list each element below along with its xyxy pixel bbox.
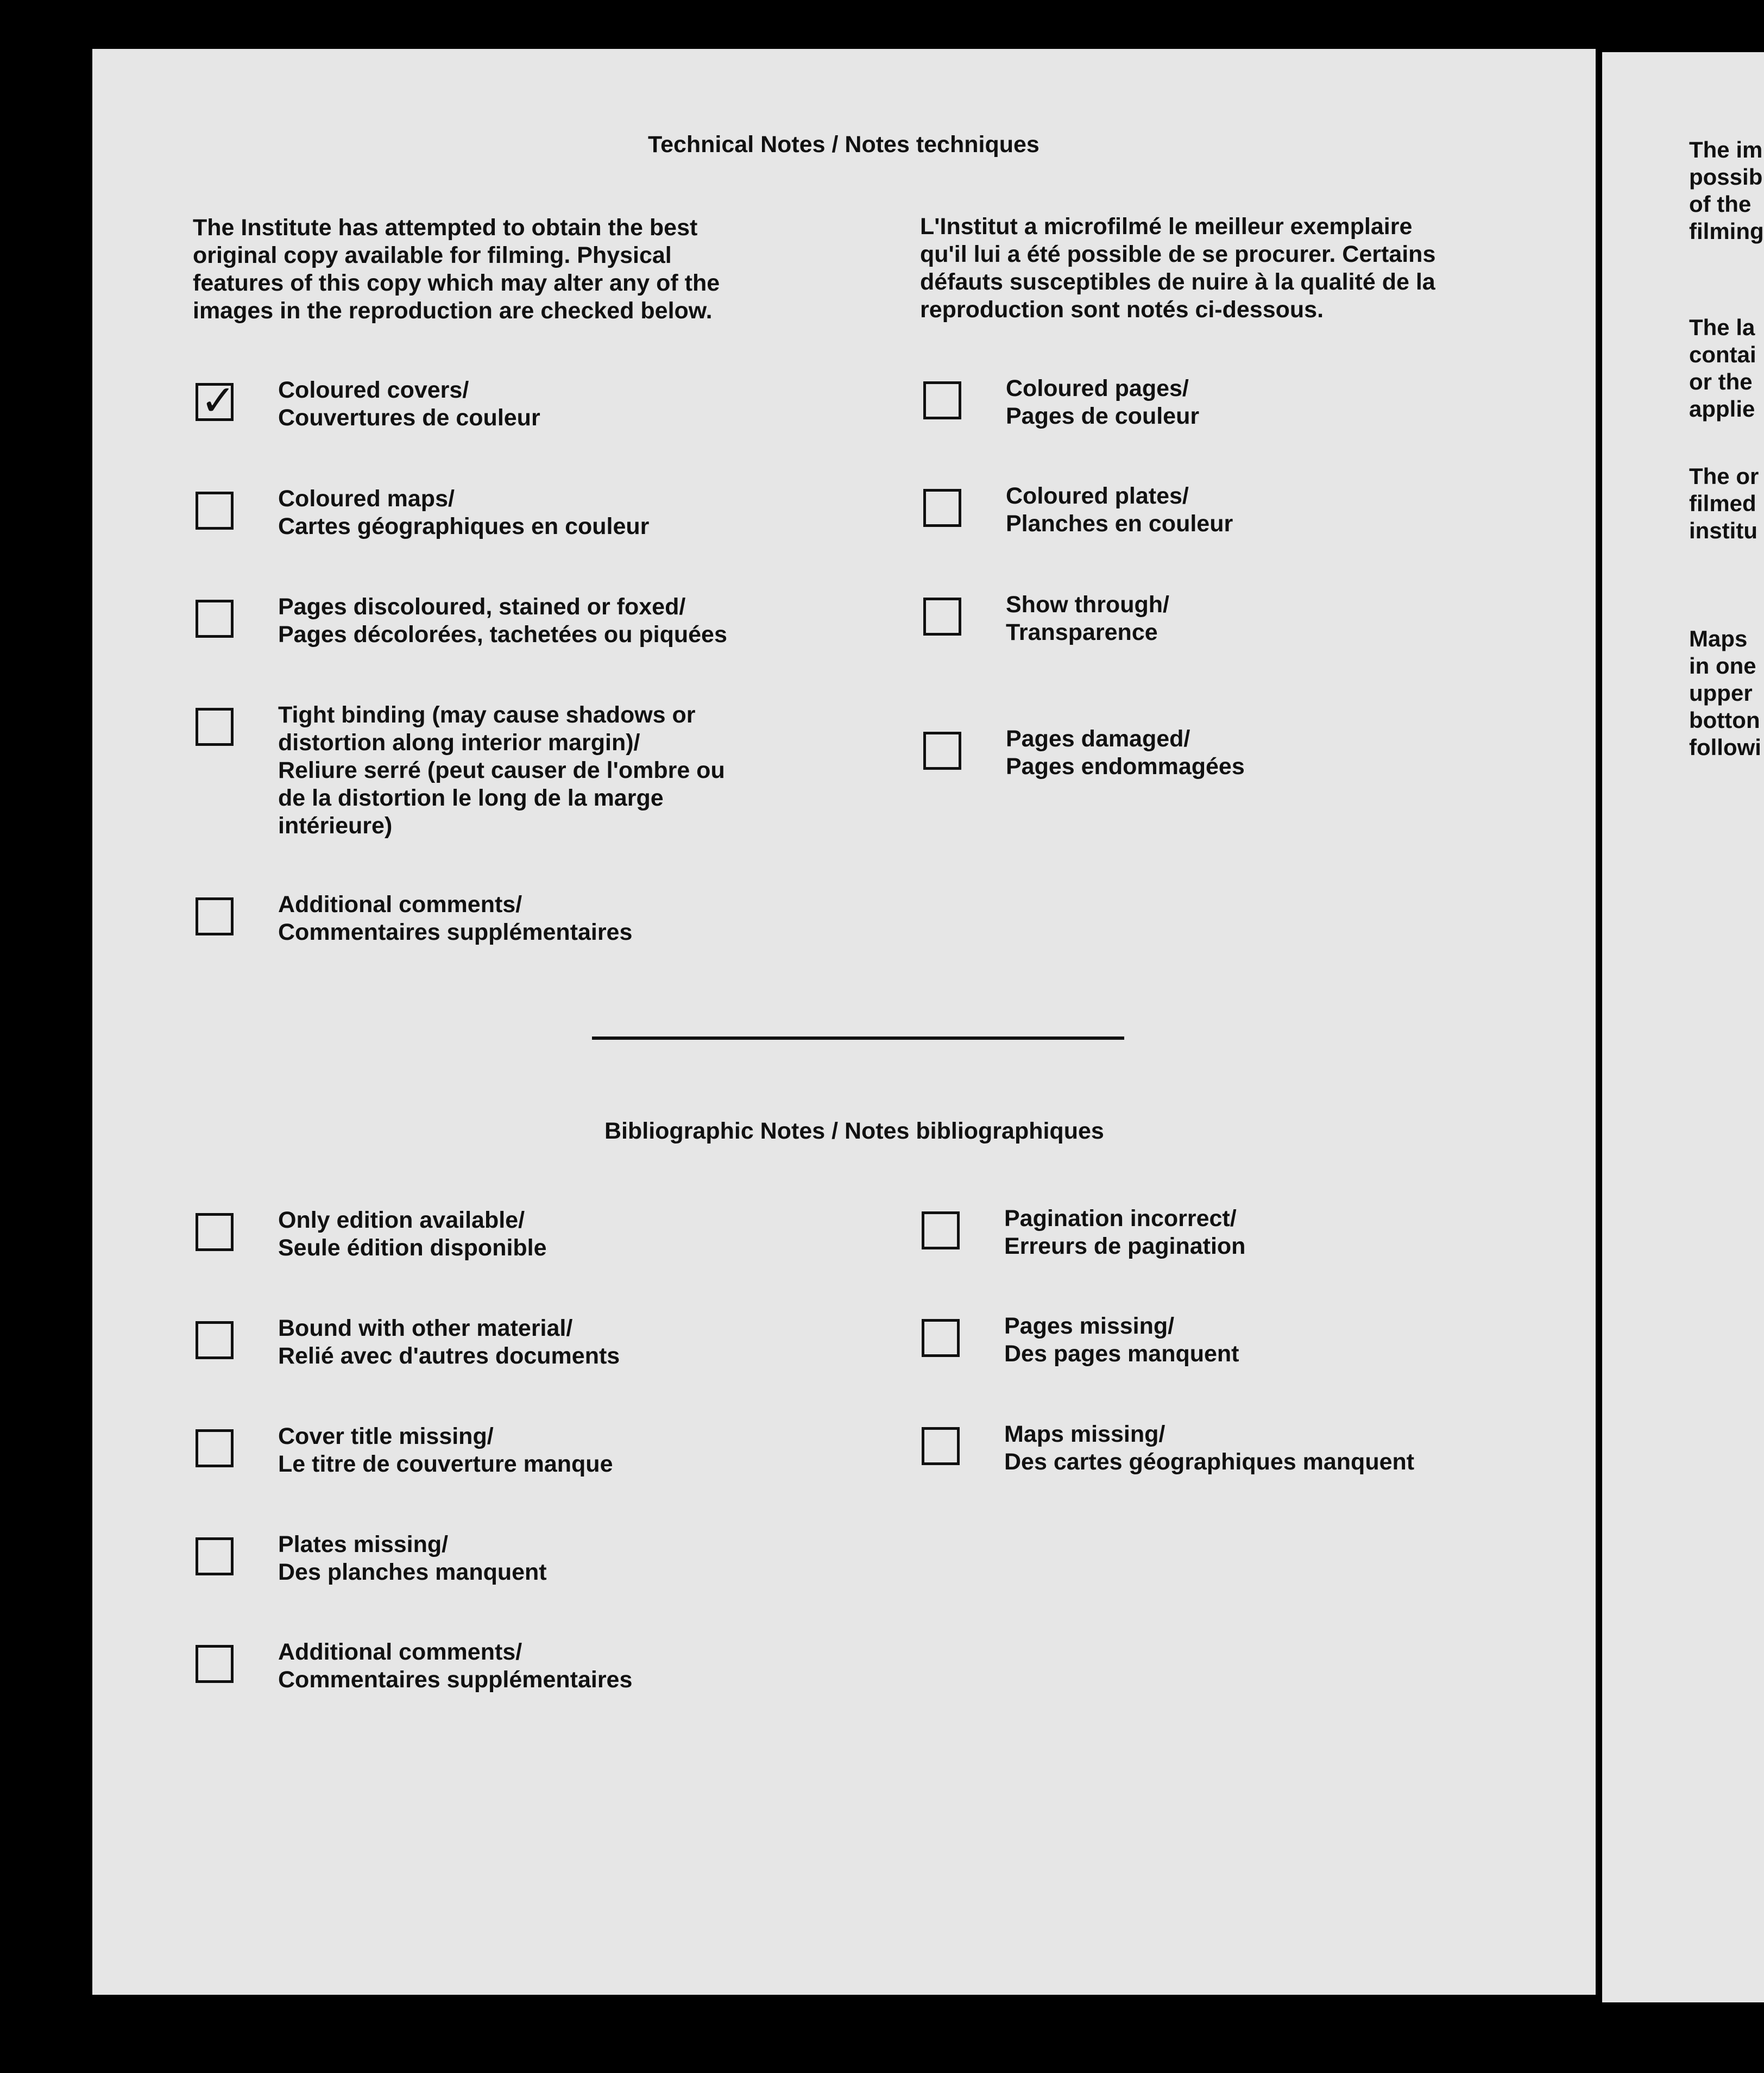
adjacent-paragraph: Maps in one upper botton followi bbox=[1689, 626, 1761, 760]
checkbox[interactable] bbox=[922, 1427, 960, 1465]
checkbox-label: Coloured covers/ Couvertures de couleur bbox=[278, 377, 540, 431]
bibliographic-notes-heading: Bibliographic Notes / Notes bibliographiques bbox=[604, 1118, 1104, 1144]
checkbox-label: Maps missing/ Des cartes géographiques manquent bbox=[1004, 1421, 1415, 1475]
checkmark-icon: ✓ bbox=[200, 376, 236, 424]
checkbox[interactable] bbox=[196, 1213, 234, 1251]
checkbox-label: Tight binding (may cause shadows or distortion along interior margin)/ Reliure serré (peut causer de l'ombre ou de la distortion le long de la marge intérieure) bbox=[278, 702, 725, 839]
section-divider bbox=[592, 1036, 1124, 1040]
checkbox-label: Pages discoloured, stained or foxed/ Pages décolorées, tachetées ou piquées bbox=[278, 594, 727, 648]
adjacent-paragraph: The im possib of the filming bbox=[1689, 137, 1764, 244]
checkbox[interactable] bbox=[196, 492, 234, 530]
checkbox-label: Only edition available/ Seule édition disponible bbox=[278, 1207, 547, 1261]
checkbox-label: Pages damaged/ Pages endommagées bbox=[1006, 726, 1245, 780]
checkbox[interactable] bbox=[923, 489, 961, 527]
intro-french: L'Institut a microfilmé le meilleur exemplaire qu'il lui a été possible de se procurer. Certains défauts susceptibles de nuire à la qualité de la reproduction sont notés ci-dessous. bbox=[920, 213, 1436, 323]
checkbox[interactable] bbox=[922, 1319, 960, 1357]
document-sheet bbox=[92, 49, 1596, 1995]
checkbox-label: Cover title missing/ Le titre de couverture manque bbox=[278, 1423, 613, 1477]
checkbox-label: Coloured maps/ Cartes géographiques en couleur bbox=[278, 486, 650, 539]
checkbox[interactable] bbox=[923, 732, 961, 770]
adjacent-paragraph: The la contai or the applie bbox=[1689, 315, 1756, 422]
checkbox-label: Pages missing/ Des pages manquent bbox=[1004, 1313, 1239, 1367]
checkbox[interactable] bbox=[922, 1211, 960, 1249]
checkbox-label: Pagination incorrect/ Erreurs de pagination bbox=[1004, 1205, 1246, 1259]
checkbox[interactable] bbox=[196, 376, 236, 424]
checkbox-label: Bound with other material/ Relié avec d'autres documents bbox=[278, 1315, 620, 1369]
checkbox[interactable] bbox=[923, 381, 961, 419]
adjacent-page bbox=[1602, 52, 1764, 2002]
checkbox-label: Additional comments/ Commentaires supplémentaires bbox=[278, 1639, 633, 1693]
checkbox[interactable] bbox=[196, 1321, 234, 1359]
technical-notes-heading: Technical Notes / Notes techniques bbox=[648, 131, 1040, 158]
checkbox-label: Additional comments/ Commentaires supplémentaires bbox=[278, 891, 633, 945]
checkbox-label: Coloured plates/ Planches en couleur bbox=[1006, 483, 1233, 537]
checkbox[interactable] bbox=[196, 1645, 234, 1683]
intro-english: The Institute has attempted to obtain the best original copy available for filming. Physical features of this copy which may alter any of the images in the reproduction are checked below. bbox=[193, 215, 720, 324]
adjacent-paragraph: The or filmed institu bbox=[1689, 463, 1759, 543]
checkbox-label: Coloured pages/ Pages de couleur bbox=[1006, 375, 1200, 429]
checkbox-label: Show through/ Transparence bbox=[1006, 592, 1169, 645]
checkbox[interactable] bbox=[196, 1429, 234, 1467]
checkbox[interactable] bbox=[196, 1537, 234, 1575]
checkbox[interactable] bbox=[923, 598, 961, 636]
checkbox-label: Plates missing/ Des planches manquent bbox=[278, 1531, 547, 1585]
checkbox[interactable] bbox=[196, 897, 234, 935]
checkbox[interactable] bbox=[196, 708, 234, 746]
checkbox[interactable] bbox=[196, 600, 234, 638]
